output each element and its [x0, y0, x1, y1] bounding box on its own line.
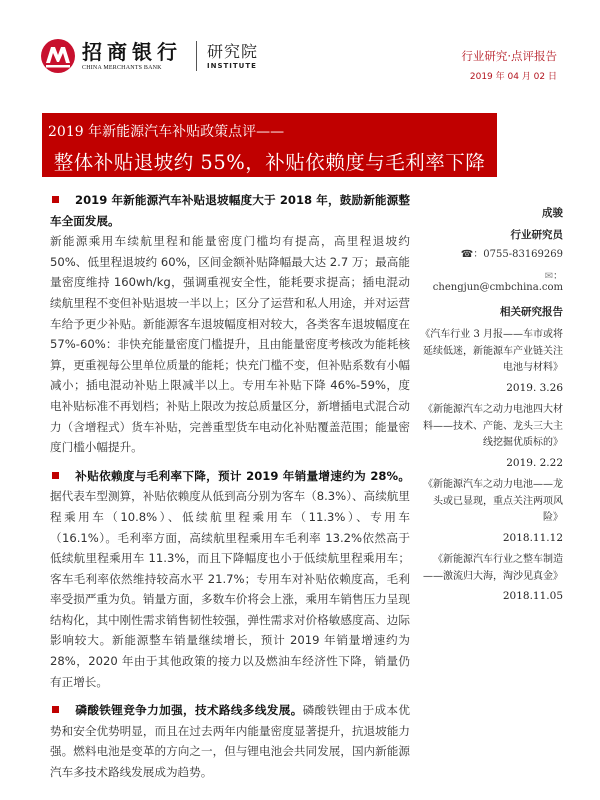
bullet-icon — [52, 196, 59, 203]
logo-divider — [196, 41, 197, 71]
report-title: 整体补贴退坡约 55%，补贴依赖度与毛利率下降 — [53, 151, 486, 174]
related-reports-heading: 相关研究报告 — [500, 306, 563, 318]
title-banner — [42, 113, 497, 177]
related-report-date: 2018.11.12 — [502, 531, 563, 544]
cmb-logo-icon — [40, 38, 76, 74]
report-subtitle: 2019 年新能源汽车补贴政策点评—— — [48, 124, 285, 140]
related-report-title[interactable]: 《新能源汽车之动力电池——龙头或已显现，重点关注两项风险》 — [423, 479, 563, 523]
bank-name-en: CHINA MERCHANTS BANK — [82, 65, 162, 71]
institute-name-en: INSTITUTE — [207, 62, 257, 70]
main-content — [50, 190, 410, 791]
bullet-icon — [52, 706, 59, 713]
summary-paragraph — [50, 700, 410, 782]
related-report-date: 2018.11.05 — [502, 590, 563, 602]
related-report-title[interactable]: 《新能源汽车行业之整车制造——激流归大海，淘沙见真金》 — [423, 554, 563, 582]
cmb-logo — [40, 38, 258, 74]
institute-name — [207, 42, 258, 70]
related-reports-list — [420, 327, 563, 611]
phone-icon: ☎ — [460, 249, 474, 260]
paragraph-heading: 补贴依赖度与毛利率下降，预计 2019 年销量增速约为 28%。 — [75, 468, 410, 483]
author-title: 行业研究员 — [510, 229, 563, 241]
institute-name-cn: 研究院 — [207, 42, 259, 61]
report-type: 行业研究·点评报告 — [461, 49, 557, 63]
mail-icon: ✉ — [544, 271, 553, 282]
paragraph-body: 磷酸铁锂由于成本优势和安全优势明显，而且在过去两年内能量密度显著提升，抗退坡能力强。燃料电池是变革的方向之一，但与锂电池会共同发展，国内新能源汽车多技术路线发展成为趋势。 — [50, 703, 410, 780]
phone-number: ：0755-83169269 — [473, 249, 563, 260]
author-name: 成骏 — [542, 207, 563, 219]
related-report-title[interactable]: 《汽车行业 3 月报——车市或将延续低迷，新能源车产业链关注电池与材料》 — [420, 329, 563, 373]
summary-paragraph — [50, 190, 410, 458]
summary-paragraph — [50, 466, 410, 693]
author-phone — [420, 245, 563, 260]
paragraph-heading: 2019 年新能源汽车补贴退坡幅度大于 2018 年，鼓励新能源整车全面发展。 — [50, 193, 410, 228]
related-report-date: 2019. 3.26 — [506, 381, 563, 394]
related-report-date: 2019. 2.22 — [506, 456, 563, 469]
report-date: 2019 年 04 月 02 日 — [469, 72, 557, 82]
related-report-title[interactable]: 《新能源汽车之动力电池四大材料——技术、产能、龙头三大主线挖掘优质标的》 — [423, 404, 563, 448]
bullet-icon — [52, 472, 59, 479]
paragraph-body: 新能源乘用车续航里程和能量密度门槛均有提高，高里程退坡约 50%、低里程退坡约 60%，区间金额补贴降幅最大达 2.7 万；最高能量密度维持 160wh/kg，强调重视安全性，能耗要求提高；插电混动续航里程不变但补贴退坡一半以上；区分了运营和私人用途，并对运营车给予更少补贴。新能源客车退坡幅度相对较大，各类客车退坡幅度在 57%-60%：非快充能量密度门槛提升，且由能量密度考核改为能耗核算，更重视每公里单位质量的能耗；快充门槛不变，但补贴系数有小幅减小；插电混动补贴上限减半以上。专用车补贴下降 46%-59%，度电补贴标准不再划档；补贴上限改为按总质量区分，新增插电式混合动力（含增程式）货车补贴，完善重型货车电动化补贴覆盖范围；能量密度门槛小幅提升。 — [50, 234, 410, 455]
bank-name-cn: 招商银行 — [82, 40, 182, 64]
author-email — [420, 267, 563, 293]
paragraph-heading: 磷酸铁锂竞争力加强，技术路线多线发展。 — [75, 703, 303, 718]
bank-name — [82, 41, 182, 71]
paragraph-body: 据代表车型测算，补贴依赖度从低到高分别为客车（8.3%）、高续航里程乘用车（10.8%）、低续航里程乘用车（11.3%）、专用车（16.1%）。毛利率方面，高续航里程乘用车毛利率 13.2%依然高于低续航里程乘用车 11.3%，而且下降幅度也小于低续航里程乘用车；客车毛利率依然维持较高水平 21.7%；专用车对补贴依赖度高，毛利率受损严重为负。销量方面，多数车价将会上涨，乘用车销售压力呈现结构化，其中刚性需求销售韧性较强，弹性需求对价格敏感度高、边际影响较大。新能源整车销量继续增长，预计 2019 年销量增速约为 28%，2020 年由于其他政策的接力以及燃油车经济性下降，销量仍有正增长。 — [50, 489, 410, 689]
email-address[interactable]: ：chengjun@cmbchina.com — [432, 271, 563, 293]
